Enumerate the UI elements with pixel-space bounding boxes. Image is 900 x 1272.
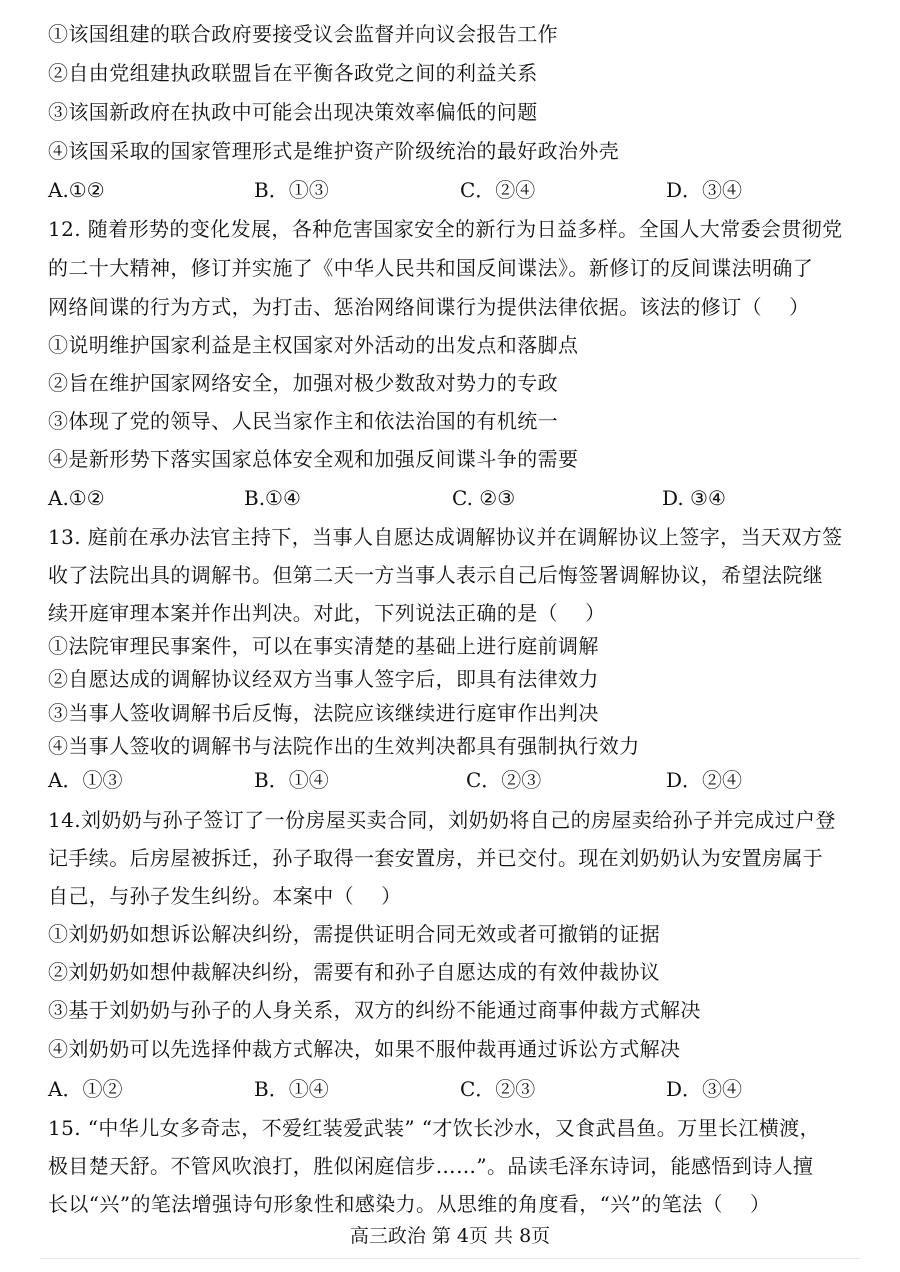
q12-options bbox=[48, 486, 860, 510]
q11-item-4: ④该国采取的国家管理形式是维护资产阶级统治的最好政治外壳 bbox=[48, 139, 620, 163]
q14-option-d: D．③④ bbox=[666, 1077, 743, 1101]
q12-stem-line-3: 网络间谍的行为方式，为打击、惩治网络间谍行为提供法律依据。该法的修订（ ） bbox=[48, 295, 810, 319]
q12-option-d: D. ③④ bbox=[662, 486, 726, 510]
q13-options bbox=[48, 768, 860, 792]
q14-options bbox=[48, 1077, 860, 1101]
q14-stem-line-3: 自己，与孙子发生纠纷。本案中（ ） bbox=[48, 884, 402, 908]
q13-option-c: C．②③ bbox=[466, 768, 542, 792]
q14-item-3: ③基于刘奶奶与孙子的人身关系，双方的纠纷不能通过商事仲裁方式解决 bbox=[48, 998, 701, 1022]
q13-item-2: ②自愿达成的调解协议经双方当事人签字后，即具有法律效力 bbox=[48, 667, 599, 691]
q12-stem-line-2: 的二十大精神，修订并实施了《中华人民共和国反间谍法》。新修订的反间谍法明确了 bbox=[48, 256, 814, 280]
q12-stem-line-1: 12. 随着形势的变化发展，各种危害国家安全的新行为日益多样。全国人大常委会贯彻党 bbox=[48, 217, 843, 241]
q14-item-4: ④刘奶奶可以先选择仲裁方式解决，如果不服仲裁再通过诉讼方式解决 bbox=[48, 1037, 681, 1061]
q13-stem-line-1: 13. 庭前在承办法官主持下，当事人自愿达成调解协议并在调解协议上签字，当天双方签 bbox=[48, 525, 843, 549]
q11-option-a: A.①② bbox=[48, 178, 105, 202]
q11-option-b: B．①③ bbox=[254, 178, 329, 202]
q14-stem-line-2: 记手续。后房屋被拆迁，孙子取得一套安置房，并已交付。现在刘奶奶认为安置房属于 bbox=[48, 846, 824, 870]
q14-stem-line-1: 14.刘奶奶与孙子签订了一份房屋买卖合同，刘奶奶将自己的房屋卖给孙子并完成过户登 bbox=[48, 808, 836, 832]
q13-stem-line-2: 收了法院出具的调解书。但第二天一方当事人表示自己后悔签署调解协议，希望法院继 bbox=[48, 563, 824, 587]
q13-item-1: ①法院审理民事案件，可以在事实清楚的基础上进行庭前调解 bbox=[48, 634, 599, 658]
q11-options bbox=[48, 178, 860, 202]
q11-option-c: C．②④ bbox=[460, 178, 536, 202]
q13-item-4: ④当事人签收的调解书与法院作出的生效判决都具有强制执行效力 bbox=[48, 734, 640, 758]
q12-item-2: ②旨在维护国家网络安全，加强对极少数敌对势力的专政 bbox=[48, 371, 558, 395]
q12-option-b: B.①④ bbox=[244, 486, 301, 510]
q14-option-c: C．②③ bbox=[460, 1077, 536, 1101]
q11-item-3: ③该国新政府在执政中可能会出现决策效率偏低的问题 bbox=[48, 100, 538, 124]
footer-divider bbox=[40, 1258, 860, 1259]
page-footer: 高三政治 第 4页 共 8页 bbox=[349, 1225, 551, 1247]
q12-item-4: ④是新形势下落实国家总体安全观和加强反间谍斗争的需要 bbox=[48, 447, 579, 471]
q13-option-d: D．②④ bbox=[666, 768, 743, 792]
q14-option-b: B．①④ bbox=[254, 1077, 329, 1101]
q14-item-1: ①刘奶奶如想诉讼解决纠纷，需提供证明合同无效或者可撤销的证据 bbox=[48, 922, 660, 946]
q13-option-b: B．①④ bbox=[254, 768, 329, 792]
q13-option-a: A．①③ bbox=[48, 768, 123, 792]
q15-stem-line-2: 极目楚天舒。不管风吹浪打，胜似闲庭信步……”。品读毛泽东诗词，能感悟到诗人擅 bbox=[48, 1154, 814, 1178]
q14-item-2: ②刘奶奶如想仲裁解决纠纷，需要有和孙子自愿达成的有效仲裁协议 bbox=[48, 960, 660, 984]
q12-option-c: C. ②③ bbox=[452, 486, 516, 510]
q13-stem-line-3: 续开庭审理本案并作出判决。对此，下列说法正确的是（ ） bbox=[48, 601, 606, 625]
q15-stem-line-1: 15. “中华儿女多奇志，不爱红装爱武装” “才饮长沙水，又食武昌鱼。万里长江横渡， bbox=[48, 1116, 820, 1140]
q12-item-1: ①说明维护国家利益是主权国家对外活动的出发点和落脚点 bbox=[48, 333, 579, 357]
q11-item-1: ①该国组建的联合政府要接受议会监督并向议会报告工作 bbox=[48, 22, 558, 46]
q12-item-3: ③体现了党的领导、人民当家作主和依法治国的有机统一 bbox=[48, 409, 558, 433]
q11-option-d: D．③④ bbox=[666, 178, 743, 202]
q15-stem-line-3: 长以“兴”的笔法增强诗句形象性和感染力。从思维的角度看，“兴”的笔法（ ） bbox=[48, 1192, 771, 1216]
q11-item-2: ②自由党组建执政联盟旨在平衡各政党之间的利益关系 bbox=[48, 61, 538, 85]
q14-option-a: A．①② bbox=[48, 1077, 123, 1101]
q13-item-3: ③当事人签收调解书后反悔，法院应该继续进行庭审作出判决 bbox=[48, 701, 599, 725]
q12-option-a: A.①② bbox=[48, 486, 105, 510]
